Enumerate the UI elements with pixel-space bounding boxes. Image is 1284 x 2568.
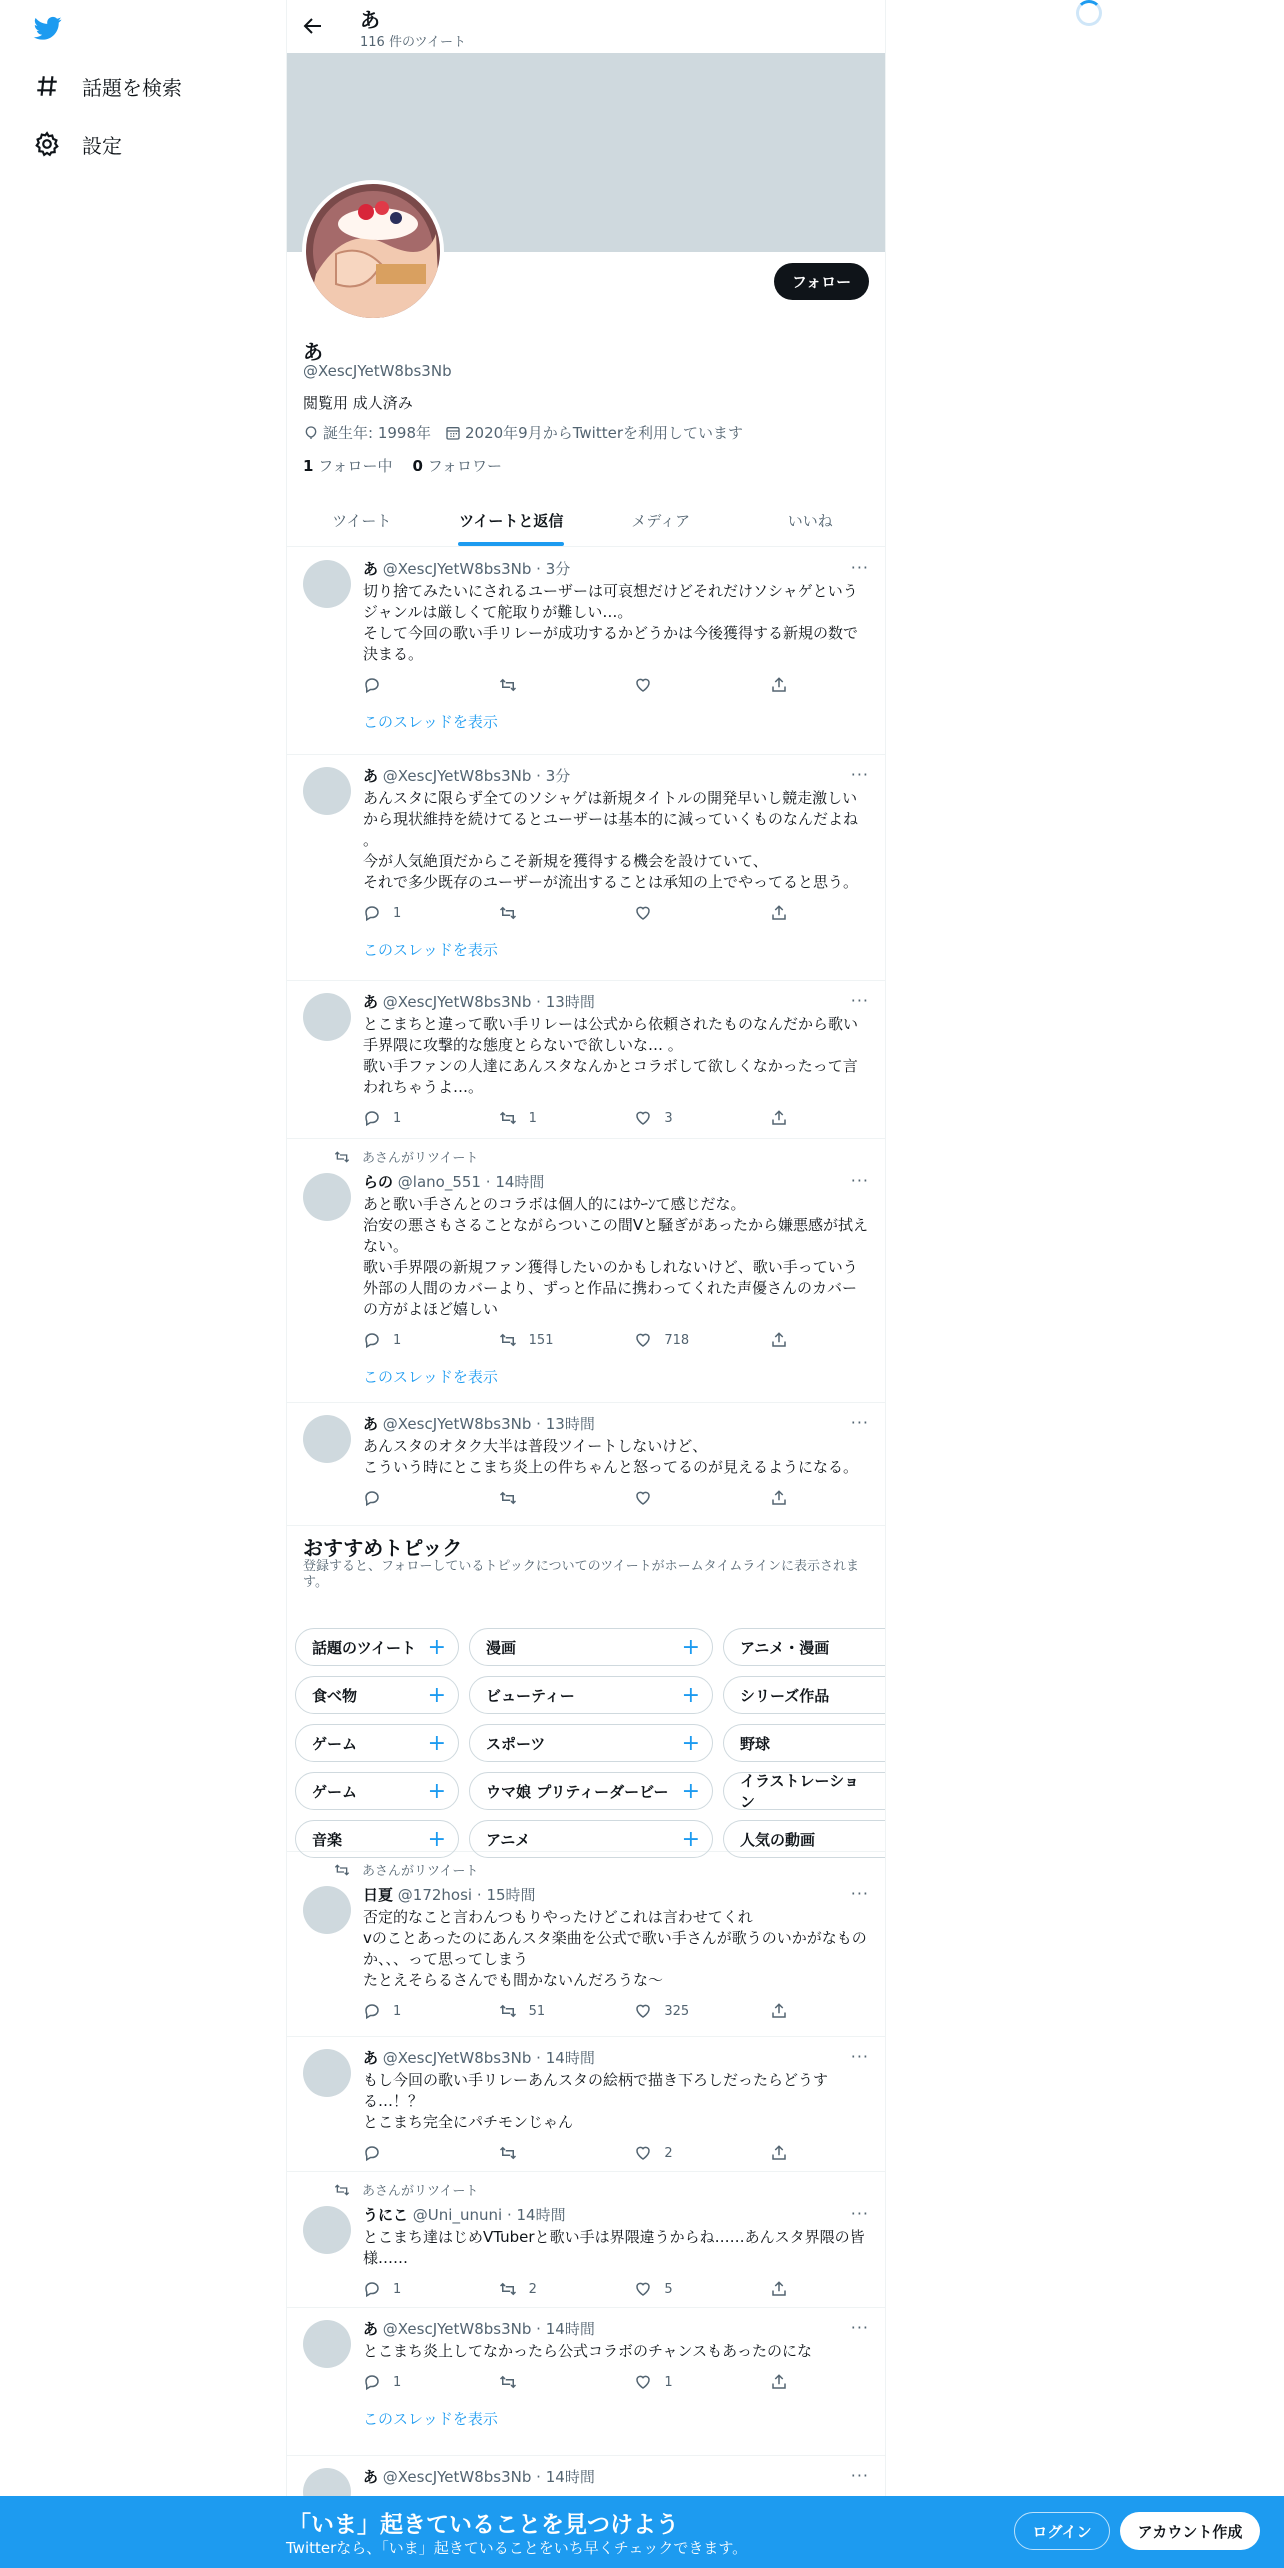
like-icon: [634, 1489, 652, 1507]
retweet-icon: [334, 1862, 350, 1878]
gear-icon: [34, 131, 60, 157]
reply-icon: [363, 676, 381, 694]
like-button[interactable]: [634, 2372, 744, 2392]
tweet-time[interactable]: 14時間: [545, 2468, 595, 2486]
show-thread-link[interactable]: このスレッドを表示: [363, 713, 498, 731]
tab-tweets-replies[interactable]: ツイートと返信: [437, 494, 587, 546]
retweet-indicator: [334, 1147, 478, 1166]
topic-label: 話題のツイート: [312, 1638, 416, 1657]
tweet[interactable]: [287, 981, 885, 1139]
retweeted-by: あさんがリツイート: [362, 1151, 479, 1166]
reply-icon: [363, 1109, 381, 1127]
reply-count: 1: [393, 2003, 402, 2019]
like-button[interactable]: [634, 903, 744, 923]
share-button[interactable]: [770, 1330, 788, 1350]
share-button[interactable]: [770, 1108, 788, 1128]
back-arrow-icon[interactable]: [301, 14, 325, 38]
signup-banner: [0, 2496, 1284, 2568]
tweet-time[interactable]: 14時間: [545, 2320, 595, 2338]
reply-button[interactable]: [363, 2143, 473, 2163]
page-title: あ: [360, 8, 380, 32]
tweet-author-name[interactable]: らの: [363, 1173, 394, 1191]
reply-button[interactable]: [363, 1330, 473, 1350]
topic-label: アニメ: [486, 1830, 531, 1849]
topic-chip[interactable]: [723, 1772, 885, 1810]
profile-handle: @XescJYetW8bs3Nb: [303, 362, 452, 380]
tweet-author-name[interactable]: あ: [363, 560, 379, 578]
like-button[interactable]: [634, 1108, 744, 1128]
share-icon: [770, 2373, 788, 2391]
tweet-text: あんスタのオタク大半は普段ツイートしないけど、 こういう時にとこまち炎上の件ちゃんと怒ってるのが見えるようになる。: [363, 1437, 859, 1476]
tweet-header: うにこ @Uni_ununi · 14時間: [363, 2206, 566, 2224]
more-icon[interactable]: ···: [850, 1413, 869, 1432]
share-icon: [770, 2280, 788, 2298]
tweet-time[interactable]: 3分: [545, 560, 571, 578]
topic-chip[interactable]: [295, 1820, 459, 1858]
share-button[interactable]: [770, 1488, 788, 1508]
tweet-author-name[interactable]: あ: [363, 993, 379, 1011]
reply-icon: [363, 2373, 381, 2391]
signup-button[interactable]: アカウント作成: [1120, 2512, 1260, 2550]
tweet-author-handle[interactable]: @XescJYetW8bs3Nb: [382, 560, 532, 578]
like-button[interactable]: [634, 1330, 744, 1350]
like-button[interactable]: [634, 2143, 744, 2163]
like-icon: [634, 2373, 652, 2391]
topic-label: スポーツ: [486, 1734, 546, 1753]
reply-button[interactable]: [363, 675, 473, 695]
retweet-icon: [499, 2002, 517, 2020]
retweet-button[interactable]: [499, 903, 609, 923]
tweet-count: 116 件のツイート: [360, 35, 467, 50]
retweet-button[interactable]: [499, 2143, 609, 2163]
share-button[interactable]: [770, 2143, 788, 2163]
like-count: 1: [664, 2374, 673, 2390]
more-icon[interactable]: ···: [850, 2318, 869, 2337]
retweet-button[interactable]: [499, 1330, 609, 1350]
followers-label: フォロワー: [427, 457, 502, 475]
retweet-button[interactable]: [499, 2372, 609, 2392]
avatar[interactable]: [303, 993, 351, 1041]
tweet-actions: [363, 2143, 788, 2163]
topic-chip[interactable]: [295, 1676, 459, 1714]
profile-column: [286, 0, 886, 2568]
tweet-time[interactable]: 14時間: [545, 2049, 595, 2067]
show-thread-link[interactable]: このスレッドを表示: [363, 1368, 498, 1386]
nav-explore[interactable]: [34, 66, 182, 106]
share-button[interactable]: [770, 2372, 788, 2392]
following-label: フォロー中: [318, 457, 393, 475]
share-icon: [770, 676, 788, 694]
profile-birth-text: 誕生年: 1998年: [323, 424, 431, 442]
profile-joined-text: 2020年9月からTwitterを利用しています: [465, 424, 743, 442]
profile-avatar[interactable]: [302, 180, 444, 322]
signup-subline: Twitterなら、「いま」起きていることをいち早くチェックできます。: [286, 2539, 748, 2557]
profile-meta: [303, 422, 743, 443]
tweet-actions: [363, 1108, 788, 1128]
tweet-actions: [363, 2279, 788, 2299]
more-icon[interactable]: ···: [850, 558, 869, 577]
tweet-author-handle[interactable]: @lano_551: [397, 1173, 481, 1191]
tweet-text: とこまち達はじめVTuberと歌い手は界隈違うからね……あんスタ界隈の皆 様……: [363, 2228, 865, 2267]
topic-label: イラストレーション: [740, 1772, 859, 1811]
tweet[interactable]: [287, 2308, 885, 2456]
retweet-indicator: [334, 2180, 478, 2199]
topic-label: ウマ娘 プリティーダービー: [486, 1782, 669, 1801]
tweet-author-handle[interactable]: @Uni_ununi: [412, 2206, 503, 2224]
more-icon[interactable]: ···: [850, 991, 869, 1010]
tweet-text: 切り捨てみたいにされるユーザーは可哀想だけどそれだけソシャゲという ジャンルは厳しくて舵取りが難しい…。 そして今回の歌い手リレーが成功するかどうかは今後獲得する新規の数で 決まる。: [363, 582, 859, 663]
like-button[interactable]: [634, 675, 744, 695]
topic-chip[interactable]: [723, 1724, 885, 1762]
follow-button[interactable]: フォロー: [774, 263, 869, 300]
topic-label: ゲーム: [312, 1782, 358, 1801]
topic-label: 食べ物: [312, 1686, 358, 1705]
topic-chip[interactable]: [295, 1724, 459, 1762]
reply-count: 1: [393, 2281, 402, 2297]
tweet-author-name[interactable]: うにこ: [363, 2206, 409, 2224]
topic-label: ビューティー: [486, 1686, 575, 1705]
tweet-author-name[interactable]: あ: [363, 2320, 379, 2338]
plus-icon[interactable]: +: [427, 1826, 446, 1852]
tweet-author-handle[interactable]: @XescJYetW8bs3Nb: [382, 767, 532, 785]
signup-headline: 「いま」起きていることを見つけよう: [288, 2512, 679, 2538]
retweet-icon: [499, 676, 517, 694]
tweet[interactable]: [287, 755, 885, 981]
retweet-icon: [499, 904, 517, 922]
retweet-count: 1: [528, 1110, 537, 1126]
retweet-button[interactable]: [499, 675, 609, 695]
tweet-text: 否定的なこと言わんつもりやったけどこれは言わせてくれ vのことあったのにあんスタ楽曲を公式で歌い手さんが歌うのいかがなもの か、、、って思ってしまう たとえそらるさんでも間かないんだろうな〜: [363, 1908, 867, 1989]
profile-tabs: [287, 494, 885, 547]
tweet-text: とこまち炎上してなかったら公式コラボのチャンスもあったのにな: [363, 2342, 812, 2360]
tweet-text: あと歌い手さんとのコラボは個人的にはｳｰﾝて感じだな。 治安の悪さもさることながらついこの間Vと騒ぎがあったから嫌悪感が拭え ない。 歌い手界隈の新規ファン獲得したいのかもしれないけど、歌い手っていう 外部の人間のカバーより、ずっと作品に携わってくれた声優さんのカバー の方がよほど嬉しい: [363, 1195, 868, 1318]
topic-chip[interactable]: [469, 1628, 713, 1666]
like-icon: [634, 1331, 652, 1349]
tweet-header: 日夏 @172hosi · 15時間: [363, 1886, 536, 1904]
retweet-count: 51: [528, 2003, 546, 2019]
topic-chip[interactable]: [469, 1820, 713, 1858]
plus-icon[interactable]: +: [681, 1778, 700, 1804]
tweet-time[interactable]: 14時間: [495, 1173, 545, 1191]
share-icon: [770, 904, 788, 922]
share-button[interactable]: [770, 2001, 788, 2021]
topic-label: アニメ・漫画: [740, 1638, 830, 1657]
like-icon: [634, 904, 652, 922]
tweet-header: らの @lano_551 · 14時間: [363, 1173, 545, 1191]
avatar[interactable]: [303, 767, 351, 815]
reply-icon: [363, 2280, 381, 2298]
profile-header-bar: [287, 0, 885, 53]
reply-button[interactable]: [363, 903, 473, 923]
tweet-author-handle[interactable]: @XescJYetW8bs3Nb: [382, 1415, 532, 1433]
more-icon[interactable]: ···: [850, 765, 869, 784]
tweet-actions: [363, 1488, 788, 1508]
topic-label: 野球: [740, 1734, 771, 1753]
retweet-icon: [499, 1331, 517, 1349]
tweet[interactable]: [287, 2172, 885, 2308]
share-button[interactable]: [770, 2279, 788, 2299]
like-icon: [634, 1109, 652, 1127]
nav-settings[interactable]: [34, 124, 122, 164]
more-icon[interactable]: ···: [850, 1171, 869, 1190]
reply-button[interactable]: [363, 1488, 473, 1508]
tweet-author-handle[interactable]: @XescJYetW8bs3Nb: [382, 993, 532, 1011]
retweet-button[interactable]: [499, 2001, 609, 2021]
retweet-indicator: [334, 1860, 478, 1879]
tweet-header: あ @XescJYetW8bs3Nb · 3分: [363, 767, 571, 785]
balloon-icon: [303, 425, 319, 441]
tweet-header: あ @XescJYetW8bs3Nb · 13時間: [363, 1415, 595, 1433]
share-icon: [770, 2144, 788, 2162]
tweet-author-name[interactable]: あ: [363, 2468, 379, 2486]
tweet-text: もし今回の歌い手リレーあんスタの絵柄で描き下ろしだったらどうす る…！？ とこまち完全にパチモンじゃん: [363, 2071, 829, 2131]
retweeted-by: あさんがリツイート: [362, 1864, 479, 1879]
reply-icon: [363, 904, 381, 922]
avatar[interactable]: [303, 560, 351, 608]
topic-chip[interactable]: [469, 1676, 713, 1714]
tweet-header: あ @XescJYetW8bs3Nb · 3分: [363, 560, 571, 578]
tweet-header: あ @XescJYetW8bs3Nb · 13時間: [363, 993, 595, 1011]
recommended-topics: [287, 1526, 885, 1852]
avatar[interactable]: [303, 2206, 351, 2254]
like-count: 718: [664, 1332, 690, 1348]
like-button[interactable]: [634, 2001, 744, 2021]
tweet-time[interactable]: 14時間: [516, 2206, 566, 2224]
tweet-author-handle[interactable]: @XescJYetW8bs3Nb: [382, 2468, 532, 2486]
like-button[interactable]: [634, 1488, 744, 1508]
topic-label: ゲーム: [312, 1734, 358, 1753]
reply-count: 1: [393, 1332, 402, 1348]
topics-title: おすすめトピック: [303, 1536, 463, 1560]
following-link[interactable]: [303, 455, 392, 476]
reply-count: 1: [393, 1110, 402, 1126]
reply-icon: [363, 1331, 381, 1349]
retweet-button[interactable]: [499, 2279, 609, 2299]
retweet-icon: [334, 1149, 350, 1165]
nav-settings-label: 設定: [82, 133, 122, 158]
tweet[interactable]: [287, 1852, 885, 2037]
tab-media[interactable]: メディア: [631, 511, 691, 530]
share-icon: [770, 1331, 788, 1349]
tweet[interactable]: [287, 1139, 885, 1403]
topic-chip[interactable]: [295, 1772, 459, 1810]
topic-label: 漫画: [486, 1638, 517, 1657]
tweet-time[interactable]: 13時間: [545, 1415, 595, 1433]
more-icon[interactable]: ···: [850, 2047, 869, 2066]
reply-button[interactable]: [363, 1108, 473, 1128]
topic-chip[interactable]: [469, 1772, 713, 1810]
reply-count: 1: [393, 2374, 402, 2390]
reply-button[interactable]: [363, 2372, 473, 2392]
topic-chip[interactable]: [723, 1820, 885, 1858]
tweet-time[interactable]: 13時間: [545, 993, 595, 1011]
avatar[interactable]: [303, 1173, 351, 1221]
plus-icon[interactable]: +: [681, 1682, 700, 1708]
tweet-author-handle[interactable]: @XescJYetW8bs3Nb: [382, 2320, 532, 2338]
reply-button[interactable]: [363, 2279, 473, 2299]
tweet-actions: [363, 2372, 788, 2392]
more-icon[interactable]: ···: [850, 1884, 869, 1903]
followers-count: 0: [412, 457, 423, 475]
tweet-author-name[interactable]: あ: [363, 767, 379, 785]
profile-bio: 閲覧用 成人済み: [303, 394, 413, 412]
profile-joined: [445, 422, 743, 443]
login-button[interactable]: ログイン: [1014, 2512, 1110, 2550]
like-count: 2: [664, 2145, 673, 2161]
like-count: 5: [664, 2281, 673, 2297]
hash-icon: [34, 73, 60, 99]
reply-icon: [363, 2144, 381, 2162]
retweet-icon: [499, 1109, 517, 1127]
loading-spinner: [1076, 0, 1102, 26]
share-icon: [770, 2002, 788, 2020]
like-count: 325: [664, 2003, 690, 2019]
retweet-button[interactable]: [499, 1108, 609, 1128]
tweet-author-name[interactable]: 日夏: [363, 1886, 394, 1904]
like-icon: [634, 2280, 652, 2298]
share-icon: [770, 1109, 788, 1127]
tweet[interactable]: [287, 548, 885, 755]
tweet[interactable]: [287, 1403, 885, 1526]
nav-explore-label: 話題を検索: [82, 75, 182, 100]
like-icon: [634, 676, 652, 694]
share-button[interactable]: [770, 675, 788, 695]
tweet-header: あ @XescJYetW8bs3Nb · 14時間: [363, 2320, 595, 2338]
reply-button[interactable]: [363, 2001, 473, 2021]
followers-link[interactable]: [412, 455, 501, 476]
tweet-text: とこまちと違って歌い手リレーは公式から依頼されたものなんだから歌い 手界隈に攻撃的な態度とらないで欲しいな… 。 歌い手ファンの人達にあんスタなんかとコラボして欲しくなかったって言 われちゃうよ…。: [363, 1015, 859, 1096]
tweet-actions: [363, 1330, 788, 1350]
tweet-author-handle[interactable]: @XescJYetW8bs3Nb: [382, 2049, 532, 2067]
topic-label: 人気の動画: [740, 1830, 816, 1849]
tweet-time[interactable]: 15時間: [486, 1886, 536, 1904]
topic-label: 音楽: [312, 1830, 343, 1849]
topic-chip[interactable]: [723, 1676, 885, 1714]
more-icon[interactable]: ···: [850, 2204, 869, 2223]
calendar-icon: [445, 425, 461, 441]
tweet-header: あ @XescJYetW8bs3Nb · 14時間: [363, 2468, 595, 2486]
retweet-icon: [499, 2373, 517, 2391]
tweet-actions: [363, 2001, 788, 2021]
avatar[interactable]: [303, 2049, 351, 2097]
avatar-illustration: [306, 184, 440, 318]
following-count: 1: [303, 457, 314, 475]
plus-icon[interactable]: +: [427, 1730, 446, 1756]
retweet-icon: [334, 2182, 350, 2198]
twitter-logo-icon[interactable]: [32, 14, 64, 42]
profile-name: あ: [303, 340, 323, 364]
more-icon[interactable]: ···: [850, 2466, 869, 2485]
tweet-author-name[interactable]: あ: [363, 2049, 379, 2067]
topic-label: シリーズ作品: [740, 1686, 830, 1705]
profile-stats: [303, 455, 502, 476]
tweet-text: あんスタに限らず全てのソシャゲは新規タイトルの開発早いし競走激しい から現状維持を続けてるとユーザーは基本的に減っていくものなんだよね 。 今が人気絶頂だからこそ新規を獲得する機会を設けていて、 それで多少既存のユーザーが流出することは承知の上でやってると思う。: [363, 789, 859, 891]
retweet-button[interactable]: [499, 1488, 609, 1508]
plus-icon[interactable]: +: [681, 1730, 700, 1756]
left-nav: [0, 0, 286, 2568]
tab-tweets[interactable]: ツイート: [332, 511, 392, 530]
plus-icon[interactable]: +: [681, 1826, 700, 1852]
retweet-count: 151: [528, 1332, 554, 1348]
show-thread-link[interactable]: このスレッドを表示: [363, 941, 498, 959]
tweet-actions: [363, 903, 788, 923]
topic-chip[interactable]: [723, 1628, 885, 1666]
share-button[interactable]: [770, 903, 788, 923]
plus-icon[interactable]: +: [427, 1778, 446, 1804]
show-thread-link[interactable]: このスレッドを表示: [363, 2410, 498, 2428]
retweeted-by: あさんがリツイート: [362, 2184, 479, 2199]
topic-chip[interactable]: [295, 1628, 459, 1666]
share-icon: [770, 1489, 788, 1507]
like-icon: [634, 2002, 652, 2020]
retweet-count: 2: [528, 2281, 537, 2297]
topic-chip[interactable]: [469, 1724, 713, 1762]
retweet-icon: [499, 2144, 517, 2162]
tweet-time[interactable]: 3分: [545, 767, 571, 785]
retweet-icon: [499, 1489, 517, 1507]
plus-icon[interactable]: +: [427, 1682, 446, 1708]
avatar[interactable]: [303, 1886, 351, 1934]
like-button[interactable]: [634, 2279, 744, 2299]
tweet-author-name[interactable]: あ: [363, 1415, 379, 1433]
retweet-icon: [499, 2280, 517, 2298]
tweet-actions: [363, 675, 788, 695]
reply-icon: [363, 2002, 381, 2020]
reply-count: 1: [393, 905, 402, 921]
like-icon: [634, 2144, 652, 2162]
reply-icon: [363, 1489, 381, 1507]
topics-description: 登録すると、フォローしているトピックについてのツイートがホームタイムラインに表示されま す。: [303, 1559, 860, 1590]
plus-icon[interactable]: +: [681, 1634, 700, 1660]
like-count: 3: [664, 1110, 673, 1126]
tweet-header: あ @XescJYetW8bs3Nb · 14時間: [363, 2049, 595, 2067]
profile-birth: [303, 422, 431, 443]
tweet-author-handle[interactable]: @172hosi: [397, 1886, 473, 1904]
plus-icon[interactable]: +: [427, 1634, 446, 1660]
tweet[interactable]: [287, 2037, 885, 2172]
avatar[interactable]: [303, 2320, 351, 2368]
avatar[interactable]: [303, 1415, 351, 1463]
tab-likes[interactable]: いいね: [787, 511, 833, 530]
